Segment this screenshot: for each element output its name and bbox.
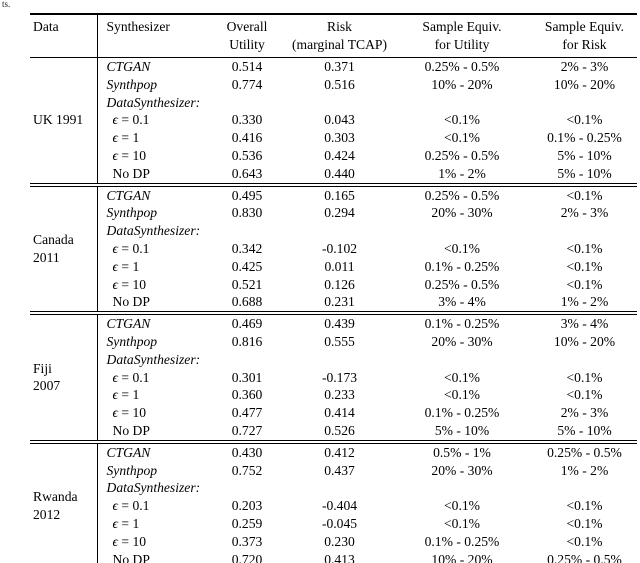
cell-synthesizer: Synthpop bbox=[106, 333, 158, 349]
table-row bbox=[30, 351, 637, 369]
cell-risk: 0.230 bbox=[324, 533, 355, 549]
cell-sample-equiv-utility: 1% - 2% bbox=[438, 165, 486, 181]
cell-synthesizer: ϵ = 1 bbox=[112, 130, 140, 146]
cell-sample-equiv-risk: 5% - 10% bbox=[557, 147, 612, 163]
header-synthesizer: Synthesizer bbox=[97, 14, 207, 58]
cell-overall-utility: 0.495 bbox=[207, 185, 287, 205]
header-risk: Risk (marginal TCAP) bbox=[287, 14, 392, 58]
cell-sample-equiv-utility: <0.1% bbox=[444, 498, 480, 514]
table-row bbox=[30, 479, 637, 497]
cell-overall-utility: 0.536 bbox=[231, 147, 263, 163]
cell-sample-equiv-risk: 3% - 4% bbox=[532, 313, 637, 333]
table-row bbox=[30, 76, 637, 94]
cell-risk: 0.233 bbox=[324, 387, 355, 403]
cell-sample-equiv-risk: 0.25% - 0.5% bbox=[532, 442, 637, 462]
cell-synthesizer: DataSynthesizer: bbox=[106, 351, 201, 367]
cell-sample-equiv-utility: 0.25% - 0.5% bbox=[424, 147, 500, 163]
cell-synthesizer: ϵ = 1 bbox=[112, 258, 140, 274]
cell-synthesizer: CTGAN bbox=[106, 59, 151, 74]
cell-overall-utility bbox=[207, 351, 287, 369]
cell-sample-equiv-risk: 2% - 3% bbox=[560, 59, 609, 74]
cell-overall-utility: 0.342 bbox=[231, 240, 263, 256]
group-uk-1991 bbox=[30, 58, 637, 185]
group-rwanda-2012 bbox=[30, 442, 637, 563]
dataset-label: Canada 2011 bbox=[30, 185, 97, 314]
cell-sample-equiv-utility: <0.1% bbox=[444, 387, 480, 403]
cell-synthesizer: ϵ = 0.1 bbox=[112, 240, 150, 256]
cell-risk: 0.413 bbox=[324, 551, 355, 563]
cell-overall-utility: 0.373 bbox=[231, 533, 263, 549]
cell-sample-equiv-utility: <0.1% bbox=[444, 515, 480, 531]
table-row bbox=[30, 369, 637, 387]
cell-sample-equiv-risk: <0.1% bbox=[566, 112, 603, 128]
table-row bbox=[30, 276, 637, 294]
cell-overall-utility: 0.830 bbox=[231, 205, 263, 221]
cell-risk: 0.303 bbox=[324, 130, 355, 146]
cell-synthesizer: ϵ = 0.1 bbox=[112, 112, 150, 128]
cell-sample-equiv-utility: 0.5% - 1% bbox=[392, 442, 532, 462]
table-row bbox=[30, 165, 637, 185]
table-row bbox=[30, 313, 637, 333]
cell-synthesizer: ϵ = 10 bbox=[112, 147, 147, 163]
cell-sample-equiv-utility: <0.1% bbox=[444, 369, 480, 385]
cell-synthesizer: CTGAN bbox=[97, 313, 207, 333]
cell-synthesizer: CTGAN bbox=[97, 442, 207, 462]
cell-sample-equiv-utility: <0.1% bbox=[444, 240, 480, 256]
cell-overall-utility: 0.360 bbox=[231, 387, 263, 403]
dataset-label: Fiji 2007 bbox=[30, 313, 97, 442]
cell-synthesizer: ϵ = 10 bbox=[112, 405, 147, 421]
cell-synthesizer: Synthpop bbox=[106, 205, 158, 221]
cell-risk: -0.404 bbox=[321, 498, 358, 514]
cell-synthesizer: No DP bbox=[112, 294, 150, 310]
cell-sample-equiv-utility: 10% - 20% bbox=[431, 551, 493, 563]
cell-overall-utility: 0.469 bbox=[207, 313, 287, 333]
cell-risk: 0.424 bbox=[324, 147, 355, 163]
cell-sample-equiv-utility bbox=[392, 479, 532, 497]
table-row bbox=[30, 422, 637, 442]
cell-overall-utility: 0.720 bbox=[231, 551, 263, 563]
cell-risk bbox=[287, 94, 392, 112]
cell-sample-equiv-utility bbox=[392, 94, 532, 112]
table-row bbox=[30, 293, 637, 313]
cell-risk: 0.043 bbox=[324, 112, 355, 128]
group-canada-2011 bbox=[30, 185, 637, 314]
group-fiji-2007 bbox=[30, 313, 637, 442]
table-row bbox=[30, 515, 637, 533]
cell-synthesizer: ϵ = 0.1 bbox=[112, 369, 150, 385]
table-row bbox=[30, 111, 637, 129]
cell-overall-utility: 0.301 bbox=[231, 369, 263, 385]
cell-risk: 0.011 bbox=[324, 258, 355, 274]
cell-risk bbox=[287, 351, 392, 369]
cell-sample-equiv-risk: <0.1% bbox=[566, 498, 603, 514]
cell-overall-utility: 0.688 bbox=[231, 294, 263, 310]
dataset-label: Rwanda 2012 bbox=[30, 442, 97, 563]
cell-synthesizer: No DP bbox=[112, 422, 150, 438]
header-overall-utility: Overall Utility bbox=[207, 14, 287, 58]
table-row bbox=[30, 147, 637, 165]
cell-overall-utility: 0.416 bbox=[231, 130, 263, 146]
cell-sample-equiv-utility: 0.1% - 0.25% bbox=[424, 405, 500, 421]
cell-sample-equiv-utility: 0.1% - 0.25% bbox=[424, 258, 500, 274]
cell-sample-equiv-risk: 10% - 20% bbox=[553, 76, 616, 92]
cell-synthesizer: Synthpop bbox=[106, 76, 158, 92]
cell-sample-equiv-utility: 0.25% - 0.5% bbox=[392, 185, 532, 205]
cell-synthesizer: ϵ = 10 bbox=[112, 276, 147, 292]
cell-risk: 0.371 bbox=[324, 59, 355, 74]
cell-overall-utility: 0.774 bbox=[231, 76, 263, 92]
header-sample-equiv-utility: Sample Equiv. for Utility bbox=[392, 14, 532, 58]
cell-risk bbox=[287, 222, 392, 240]
header-sample-equiv-risk: Sample Equiv. for Risk bbox=[532, 14, 637, 58]
cell-sample-equiv-risk: <0.1% bbox=[566, 387, 603, 403]
table-row bbox=[30, 129, 637, 147]
cell-sample-equiv-risk: 2% - 3% bbox=[560, 205, 609, 221]
cell-sample-equiv-utility bbox=[392, 222, 532, 240]
table-row bbox=[30, 222, 637, 240]
cell-risk: 0.165 bbox=[287, 185, 392, 205]
table-row bbox=[30, 185, 637, 205]
cell-risk: 0.516 bbox=[324, 76, 355, 92]
table-row bbox=[30, 204, 637, 222]
cell-sample-equiv-risk bbox=[532, 94, 637, 112]
cell-sample-equiv-risk: <0.1% bbox=[532, 185, 637, 205]
cell-risk: 0.526 bbox=[324, 422, 355, 438]
cell-sample-equiv-risk: <0.1% bbox=[566, 369, 603, 385]
cell-synthesizer: CTGAN bbox=[97, 185, 207, 205]
cell-overall-utility bbox=[207, 94, 287, 112]
cell-overall-utility: 0.816 bbox=[231, 333, 263, 349]
cell-overall-utility: 0.203 bbox=[231, 498, 263, 514]
cell-sample-equiv-risk: 5% - 10% bbox=[557, 165, 612, 181]
cell-synthesizer: No DP bbox=[112, 551, 150, 563]
cell-risk: 0.439 bbox=[287, 313, 392, 333]
cell-risk: 0.231 bbox=[324, 294, 355, 310]
cell-sample-equiv-risk: 1% - 2% bbox=[560, 294, 609, 310]
cell-synthesizer: ϵ = 0.1 bbox=[112, 498, 150, 514]
cell-sample-equiv-utility bbox=[392, 351, 532, 369]
cell-overall-utility: 0.727 bbox=[231, 422, 263, 438]
table-row bbox=[30, 386, 637, 404]
cell-sample-equiv-risk bbox=[532, 479, 637, 497]
cell-synthesizer: DataSynthesizer: bbox=[106, 223, 201, 239]
header-row bbox=[30, 14, 637, 58]
cell-synthesizer: ϵ = 10 bbox=[112, 533, 147, 549]
cell-synthesizer: DataSynthesizer: bbox=[106, 480, 201, 496]
table-row bbox=[30, 404, 637, 422]
cell-overall-utility bbox=[207, 479, 287, 497]
table-header bbox=[30, 14, 637, 58]
cell-sample-equiv-utility: 20% - 30% bbox=[431, 462, 493, 478]
table-row bbox=[30, 258, 637, 276]
cell-sample-equiv-risk: 0.25% - 0.5% bbox=[547, 551, 622, 563]
cell-sample-equiv-utility: 10% - 20% bbox=[431, 76, 493, 92]
cell-sample-equiv-utility: 0.1% - 0.25% bbox=[392, 313, 532, 333]
cell-sample-equiv-utility: 3% - 4% bbox=[438, 294, 486, 310]
cell-sample-equiv-utility: 0.25% - 0.5% bbox=[424, 59, 500, 74]
cell-sample-equiv-risk: <0.1% bbox=[566, 240, 603, 256]
cell-overall-utility bbox=[207, 222, 287, 240]
cell-risk: 0.294 bbox=[324, 205, 355, 221]
cell-risk bbox=[287, 479, 392, 497]
cell-synthesizer: No DP bbox=[112, 165, 150, 181]
cell-synthesizer: ϵ = 1 bbox=[112, 515, 140, 531]
dataset-label: UK 1991 bbox=[30, 58, 97, 185]
cell-sample-equiv-utility: 0.1% - 0.25% bbox=[424, 533, 500, 549]
cell-sample-equiv-utility: 20% - 30% bbox=[431, 205, 493, 221]
cell-risk: -0.173 bbox=[321, 369, 358, 385]
table-row bbox=[30, 497, 637, 515]
cell-risk: 0.412 bbox=[287, 442, 392, 462]
cell-synthesizer: DataSynthesizer: bbox=[106, 94, 201, 110]
cell-sample-equiv-risk: <0.1% bbox=[566, 515, 603, 531]
cell-overall-utility: 0.425 bbox=[231, 258, 263, 274]
table-row bbox=[30, 442, 637, 462]
cell-overall-utility: 0.514 bbox=[231, 59, 263, 74]
cell-overall-utility: 0.259 bbox=[231, 515, 263, 531]
table-row bbox=[30, 240, 637, 258]
cell-sample-equiv-risk: 5% - 10% bbox=[557, 422, 612, 438]
cell-sample-equiv-risk: 0.1% - 0.25% bbox=[547, 130, 622, 146]
cell-sample-equiv-risk: 1% - 2% bbox=[560, 462, 609, 478]
cell-risk: -0.102 bbox=[321, 240, 358, 256]
cell-sample-equiv-risk bbox=[532, 222, 637, 240]
table-row bbox=[30, 58, 637, 76]
table-row bbox=[30, 533, 637, 551]
cell-risk: 0.440 bbox=[324, 165, 355, 181]
table-row bbox=[30, 462, 637, 480]
cell-synthesizer: ϵ = 1 bbox=[112, 387, 140, 403]
cell-overall-utility: 0.330 bbox=[231, 112, 263, 128]
cell-overall-utility: 0.430 bbox=[207, 442, 287, 462]
cell-overall-utility: 0.477 bbox=[231, 405, 263, 421]
table-row bbox=[30, 551, 637, 563]
cell-overall-utility: 0.643 bbox=[231, 165, 263, 181]
cell-sample-equiv-risk bbox=[532, 351, 637, 369]
cell-risk: 0.414 bbox=[324, 405, 355, 421]
table-row bbox=[30, 333, 637, 351]
cell-overall-utility: 0.752 bbox=[231, 462, 263, 478]
cell-sample-equiv-risk: <0.1% bbox=[566, 276, 603, 292]
cell-sample-equiv-utility: 20% - 30% bbox=[431, 333, 493, 349]
cell-sample-equiv-utility: <0.1% bbox=[444, 112, 480, 128]
cell-risk: 0.437 bbox=[324, 462, 355, 478]
cell-sample-equiv-risk: 10% - 20% bbox=[553, 333, 616, 349]
cell-risk: -0.045 bbox=[321, 515, 358, 531]
cell-synthesizer: Synthpop bbox=[106, 462, 158, 478]
cell-overall-utility: 0.521 bbox=[231, 276, 263, 292]
cell-sample-equiv-utility: 5% - 10% bbox=[434, 422, 490, 438]
header-data: Data bbox=[30, 14, 97, 58]
table-row bbox=[30, 94, 637, 112]
cell-sample-equiv-risk: <0.1% bbox=[566, 533, 603, 549]
cell-sample-equiv-risk: 2% - 3% bbox=[560, 405, 609, 421]
cell-sample-equiv-utility: <0.1% bbox=[444, 130, 480, 146]
cell-risk: 0.555 bbox=[324, 333, 355, 349]
results-table bbox=[30, 13, 637, 563]
cell-risk: 0.126 bbox=[324, 276, 355, 292]
cell-sample-equiv-utility: 0.25% - 0.5% bbox=[424, 276, 500, 292]
cell-sample-equiv-risk: <0.1% bbox=[566, 258, 603, 274]
caption-fragment: ts. bbox=[2, 0, 11, 9]
